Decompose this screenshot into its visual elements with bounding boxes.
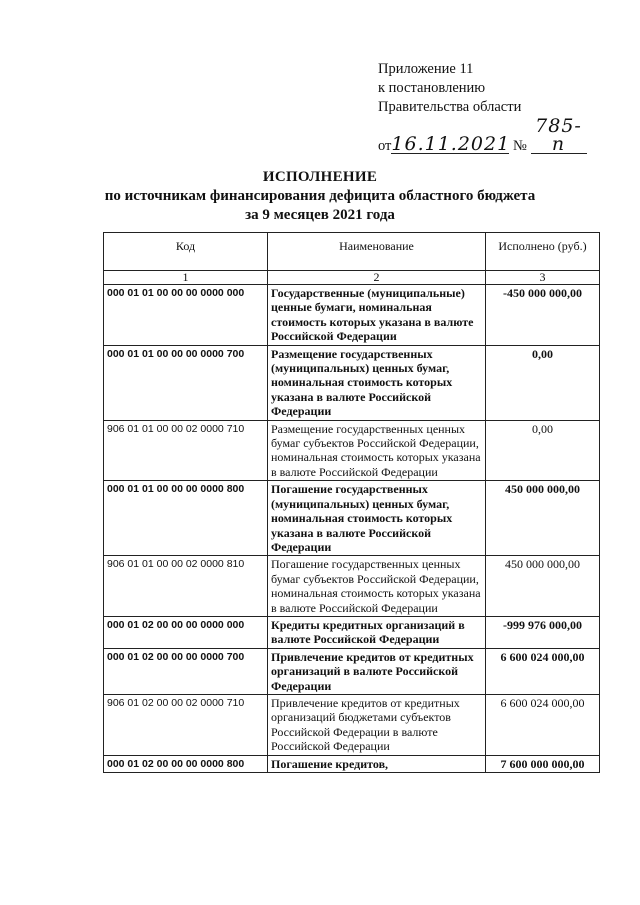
title-line-1: ИСПОЛНЕНИЕ	[262, 169, 378, 185]
row-name: Погашение кредитов,	[268, 755, 486, 772]
column-number-row	[104, 271, 600, 285]
appendix-block	[378, 60, 587, 156]
row-amount: 0,00	[486, 345, 600, 420]
row-name: Погашение государственных (муниципальных) ценных бумаг, номинальная стоимость которых указана в валюте Российской Федерации	[268, 481, 486, 556]
handwritten-number: 785-п	[531, 117, 587, 154]
header-code: Код	[104, 233, 268, 271]
row-code: 000 01 01 00 00 00 0000 000	[104, 285, 268, 346]
row-name: Погашение государственных ценных бумаг субъектов Российской Федерации, номинальная стоимость которых указана в валюте Российской Федерации	[268, 556, 486, 617]
table-row	[104, 420, 600, 481]
row-amount: 7 600 000 000,00	[486, 755, 600, 772]
table-row	[104, 755, 600, 772]
table-row	[104, 648, 600, 694]
row-code: 000 01 02 00 00 00 0000 700	[104, 648, 268, 694]
header-executed: Исполнено (руб.)	[486, 233, 600, 271]
appendix-line-3: Правительства области	[378, 99, 522, 115]
row-code: 000 01 02 00 00 00 0000 000	[104, 616, 268, 648]
row-code: 906 01 01 00 00 02 0000 710	[104, 420, 268, 481]
row-code: 000 01 01 00 00 00 0000 700	[104, 345, 268, 420]
table-row	[104, 694, 600, 755]
row-name: Размещение государственных ценных бумаг субъектов Российской Федерации, номинальная стоимость которых указана в валюте Российской Федерации	[268, 420, 486, 481]
row-amount: 450 000 000,00	[486, 556, 600, 617]
financing-sources-table	[103, 232, 600, 773]
row-amount: -999 976 000,00	[486, 616, 600, 648]
row-name: Государственные (муниципальные) ценные бумаги, номинальная стоимость которых указана в валюте Российской Федерации	[268, 285, 486, 346]
appendix-line-1: Приложение 11	[378, 61, 474, 77]
from-label: от	[378, 138, 392, 154]
table-row	[104, 345, 600, 420]
column-number-3: 3	[486, 271, 600, 285]
number-label: №	[513, 138, 527, 154]
row-amount: 450 000 000,00	[486, 481, 600, 556]
row-amount: 6 600 024 000,00	[486, 694, 600, 755]
column-number-1: 1	[104, 271, 268, 285]
row-name: Кредиты кредитных организаций в валюте Российской Федерации	[268, 616, 486, 648]
row-name: Привлечение кредитов от кредитных организаций бюджетами субъектов Российской Федерации в валюте Российской Федерации	[268, 694, 486, 755]
title-line-3: за 9 месяцев 2021 года	[245, 207, 395, 223]
row-code: 000 01 01 00 00 00 0000 800	[104, 481, 268, 556]
row-code: 906 01 01 00 00 02 0000 810	[104, 556, 268, 617]
table-row	[104, 285, 600, 346]
appendix-date-line	[378, 117, 587, 156]
row-code: 000 01 02 00 00 00 0000 800	[104, 755, 268, 772]
table-row	[104, 616, 600, 648]
table-row	[104, 481, 600, 556]
appendix-line-2: к постановлению	[378, 80, 486, 96]
row-amount: 0,00	[486, 420, 600, 481]
header-name: Наименование	[268, 233, 486, 271]
row-amount: 6 600 024 000,00	[486, 648, 600, 694]
row-amount: -450 000 000,00	[486, 285, 600, 346]
row-name: Привлечение кредитов от кредитных организаций в валюте Российской Федерации	[268, 648, 486, 694]
column-number-2: 2	[268, 271, 486, 285]
handwritten-date: 16.11.2021	[391, 133, 511, 155]
table-row	[104, 556, 600, 617]
row-name: Размещение государственных (муниципальных) ценных бумаг, номинальная стоимость которых указана в валюте Российской Федерации	[268, 345, 486, 420]
table-header-row	[104, 233, 600, 271]
title-line-2: по источникам финансирования дефицита областного бюджета	[104, 188, 536, 204]
row-code: 906 01 02 00 00 02 0000 710	[104, 694, 268, 755]
document-title	[0, 167, 640, 225]
